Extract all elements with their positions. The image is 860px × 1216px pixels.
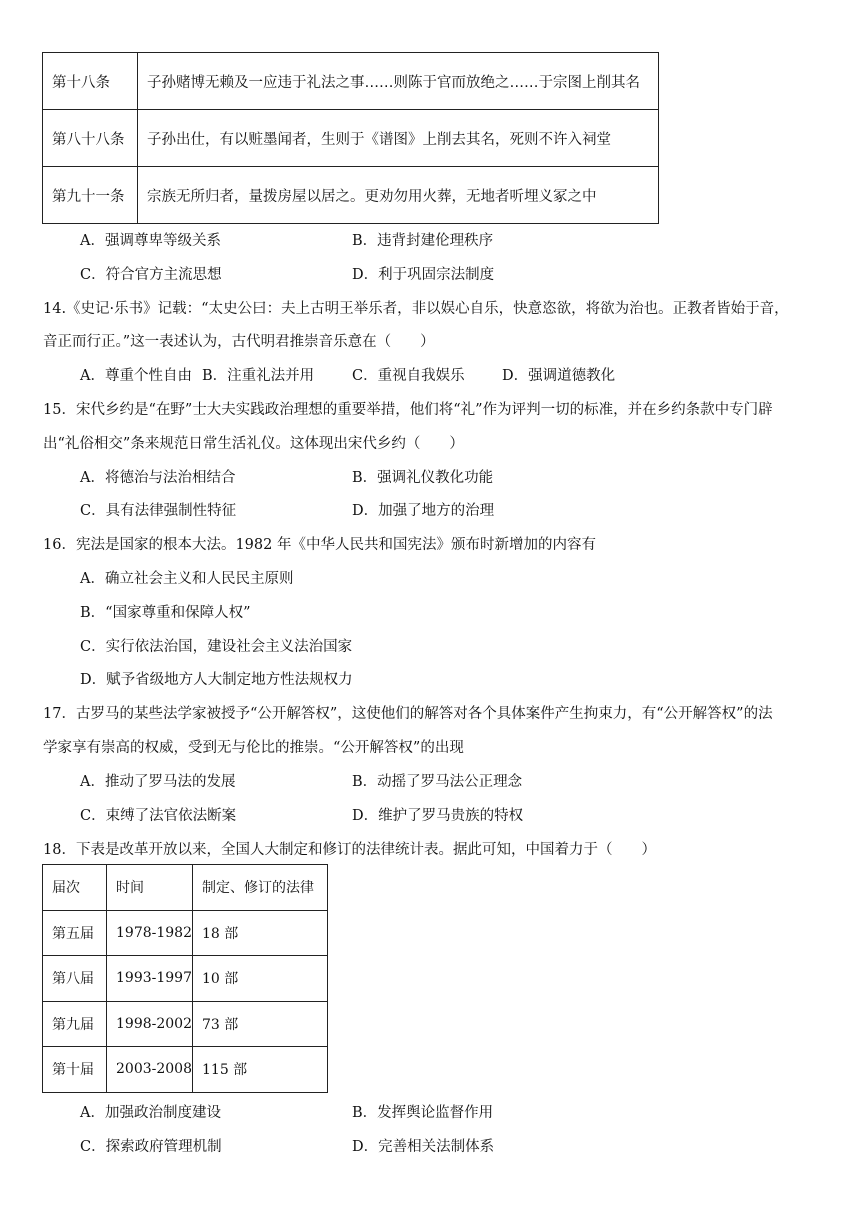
header-cell: 时间: [107, 865, 193, 911]
q18-option-d: D．完善相关法制体系: [352, 1139, 495, 1155]
q14-stem-line2: 音正而行正。”这一表述认为，古代明君推崇音乐意在（ ）: [43, 334, 435, 350]
q14-option-a: A．尊重个性自由: [80, 368, 192, 384]
q16-option-b: B．“国家尊重和保障人权”: [80, 605, 251, 621]
q16-option-a: A．确立社会主义和人民民主原则: [80, 571, 294, 587]
table-row: [43, 53, 659, 110]
content-cell: 子孙出仕，有以赃墨闻者，生则于《谱图》上削去其名，死则不许入祠堂: [138, 110, 659, 167]
header-cell: 制定、修订的法律: [193, 865, 328, 911]
table-row: [43, 110, 659, 167]
q14-option-d: D．强调道德教化: [502, 368, 616, 384]
q18-option-a: A．加强政治制度建设: [80, 1105, 221, 1121]
article-cell: 第九十一条: [43, 167, 138, 224]
header-cell: 届次: [43, 865, 107, 911]
cell: 73 部: [193, 1001, 328, 1047]
q14-option-b: B．注重礼法并用: [202, 368, 315, 384]
table-row: [43, 167, 659, 224]
content-cell: 宗族无所归者，量拨房屋以居之。更劝勿用火葬，无地者听埋义冢之中: [138, 167, 659, 224]
clan-rules-table: [42, 52, 659, 224]
cell: 2003-2008: [107, 1047, 193, 1093]
cell: 10 部: [193, 956, 328, 1002]
q16-option-d: D．赋予省级地方人大制定地方性法规权力: [80, 672, 353, 688]
q18-option-c: C．探索政府管理机制: [80, 1139, 222, 1155]
q15-stem-line2: 出“礼俗相交”条来规范日常生活礼仪。这体现出宋代乡约（ ）: [43, 436, 464, 452]
law-statistics-table: [42, 864, 328, 1093]
q16-option-c: C．实行依法治国，建设社会主义法治国家: [80, 639, 353, 655]
q13-option-c: C．符合官方主流思想: [80, 267, 222, 283]
q13-option-a: A．强调尊卑等级关系: [80, 233, 221, 249]
q18-option-b: B．发挥舆论监督作用: [352, 1105, 494, 1121]
q17-option-d: D．维护了罗马贵族的特权: [352, 808, 524, 824]
q15-option-c: C．具有法律强制性特征: [80, 503, 237, 519]
q14-stem-line1: 14.《史记·乐书》记载：“太史公曰：夫上古明王举乐者，非以娱心自乐，快意恣欲，将欲为治也。正教者皆始于音，: [43, 301, 789, 317]
cell: 18 部: [193, 910, 328, 956]
table-header-row: [43, 865, 328, 911]
cell: 115 部: [193, 1047, 328, 1093]
q15-option-a: A．将德治与法治相结合: [80, 470, 236, 486]
q17-option-c: C．束缚了法官依法断案: [80, 808, 237, 824]
cell: 第九届: [43, 1001, 107, 1047]
cell: 第十届: [43, 1047, 107, 1093]
q15-option-b: B．强调礼仪教化功能: [352, 470, 494, 486]
article-cell: 第十八条: [43, 53, 138, 110]
cell: 1998-2002: [107, 1001, 193, 1047]
table-row: [43, 1047, 328, 1093]
cell: 1978-1982: [107, 910, 193, 956]
q17-stem-line2: 学家享有崇高的权威，受到无与伦比的推崇。“公开解答权”的出现: [43, 740, 464, 756]
cell: 第八届: [43, 956, 107, 1002]
q17-option-a: A．推动了罗马法的发展: [80, 774, 236, 790]
q18-stem: 18．下表是改革开放以来，全国人大制定和修订的法律统计表。据此可知，中国着力于（ ）: [43, 842, 656, 858]
cell: 1993-1997: [107, 956, 193, 1002]
q15-stem-line1: 15．宋代乡约是“在野”士大夫实践政治理想的重要举措，他们将“礼”作为评判一切的标准，并在乡约条款中专门辟: [43, 402, 773, 418]
content-cell: 子孙赌博无赖及一应违于礼法之事……则陈于官而放绝之……于宗图上削其名: [138, 53, 659, 110]
q15-option-d: D．加强了地方的治理: [352, 503, 495, 519]
q13-option-d: D．利于巩固宗法制度: [352, 267, 495, 283]
q13-option-b: B．违背封建伦理秩序: [352, 233, 494, 249]
table-row: [43, 956, 328, 1002]
q17-option-b: B．动摇了罗马法公正理念: [352, 774, 523, 790]
q17-stem-line1: 17．古罗马的某些法学家被授予“公开解答权”，这使他们的解答对各个具体案件产生拘束力，有“公开解答权”的法: [43, 706, 773, 722]
cell: 第五届: [43, 910, 107, 956]
q16-stem: 16．宪法是国家的根本大法。1982 年《中华人民共和国宪法》颁布时新增加的内容有: [43, 537, 596, 553]
table-row: [43, 910, 328, 956]
q14-option-c: C．重视自我娱乐: [352, 368, 465, 384]
article-cell: 第八十八条: [43, 110, 138, 167]
table-row: [43, 1001, 328, 1047]
